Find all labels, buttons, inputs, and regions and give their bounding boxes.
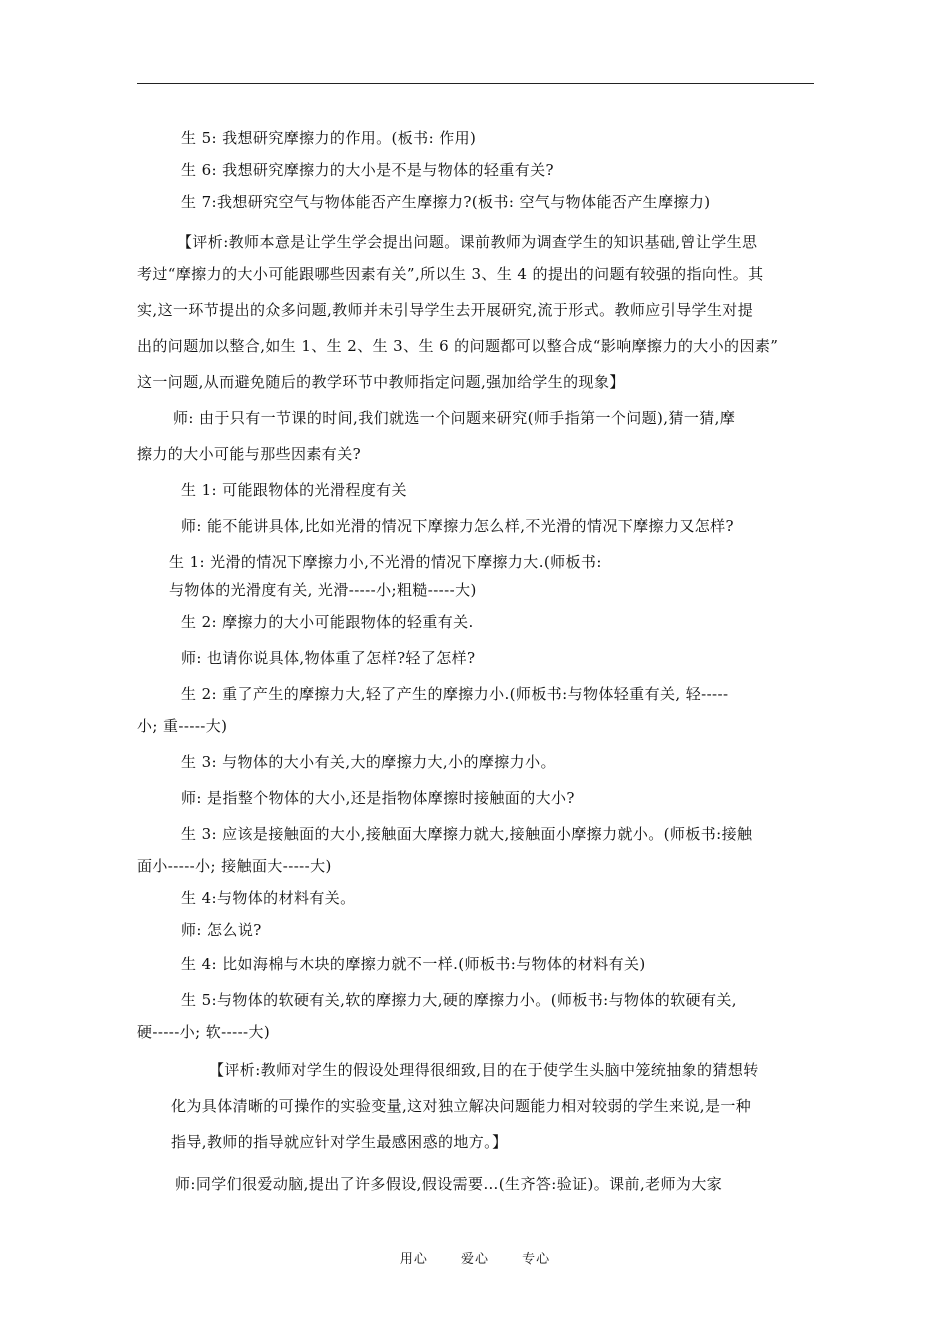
critique-line: 考过“摩擦力的大小可能跟哪些因素有关”,所以生 3、生 4 的提出的问题有较强的指向性。其: [137, 265, 764, 283]
text-line: 与物体的光滑度有关, 光滑-----小;粗糙-----大): [169, 581, 477, 599]
text-line: 生 3: 与物体的大小有关,大的摩擦力大,小的摩擦力小。: [181, 753, 556, 771]
critique-line: 【评析:教师本意是让学生学会提出问题。课前教师为调查学生的知识基础,曾让学生思: [177, 233, 758, 251]
critique-line: 【评析:教师对学生的假设处理得很细致,目的在于使学生头脑中笼统抽象的猜想转: [209, 1061, 759, 1079]
text-line: 师: 是指整个物体的大小,还是指物体摩擦时接触面的大小?: [181, 789, 575, 807]
footer-word: 专心: [522, 1252, 551, 1267]
text-line: 生 5:与物体的软硬有关,软的摩擦力大,硬的摩擦力小。(师板书:与物体的软硬有关,: [181, 991, 737, 1009]
critique-line: 实,这一环节提出的众多问题,教师并未引导学生去开展研究,流于形式。教师应引导学生对提: [137, 301, 754, 319]
text-line: 师: 能不能讲具体,比如光滑的情况下摩擦力怎么样,不光滑的情况下摩擦力又怎样?: [181, 517, 735, 535]
footer-word: 用心: [399, 1252, 428, 1267]
header-rule: [137, 83, 814, 84]
text-line: 擦力的大小可能与那些因素有关?: [137, 445, 362, 463]
text-line: 生 7:我想研究空气与物体能否产生摩擦力?(板书: 空气与物体能否产生摩擦力): [181, 193, 711, 211]
critique-line: 指导,教师的指导就应针对学生最感困惑的地方。】: [171, 1133, 508, 1151]
text-line: 生 2: 重了产生的摩擦力大,轻了产生的摩擦力小.(师板书:与物体轻重有关, 轻-----: [181, 685, 729, 703]
footer-word: 爱心: [460, 1252, 489, 1267]
text-line: 小; 重-----大): [137, 717, 228, 735]
text-line: 师: 也请你说具体,物体重了怎样?轻了怎样?: [181, 649, 476, 667]
critique-line: 这一问题,从而避免随后的教学环节中教师指定问题,强加给学生的现象】: [137, 373, 625, 391]
text-line: 生 1: 光滑的情况下摩擦力小,不光滑的情况下摩擦力大.(师板书:: [169, 553, 602, 571]
text-line: 师:同学们很爱动脑,提出了许多假设,假设需要…(生齐答:验证)。课前,老师为大家: [175, 1175, 723, 1193]
text-line: 生 5: 我想研究摩擦力的作用。(板书: 作用): [181, 129, 477, 147]
text-line: 生 4:与物体的材料有关。: [181, 889, 356, 907]
text-line: 生 2: 摩擦力的大小可能跟物体的轻重有关.: [181, 613, 474, 631]
page-footer: [0, 1248, 950, 1267]
text-line: 面小-----小; 接触面大-----大): [137, 857, 332, 875]
text-line: 生 3: 应该是接触面的大小,接触面大摩擦力就大,接触面小摩擦力就小。(师板书:接触: [181, 825, 753, 843]
text-line: 生 1: 可能跟物体的光滑程度有关: [181, 481, 407, 499]
critique-line: 化为具体清晰的可操作的实验变量,这对独立解决问题能力相对较弱的学生来说,是一种: [171, 1097, 752, 1115]
text-line: 生 4: 比如海棉与木块的摩擦力就不一样.(师板书:与物体的材料有关): [181, 955, 646, 973]
text-line: 师: 由于只有一节课的时间,我们就选一个问题来研究(师手指第一个问题),猜一猜,摩: [173, 409, 736, 427]
text-line: 师: 怎么说?: [181, 921, 262, 939]
text-line: 生 6: 我想研究摩擦力的大小是不是与物体的轻重有关?: [181, 161, 554, 179]
text-line: 硬-----小; 软-----大): [137, 1023, 271, 1041]
critique-line: 出的问题加以整合,如生 1、生 2、生 3、生 6 的问题都可以整合成“影响摩擦力的大小的因素”: [137, 337, 779, 355]
